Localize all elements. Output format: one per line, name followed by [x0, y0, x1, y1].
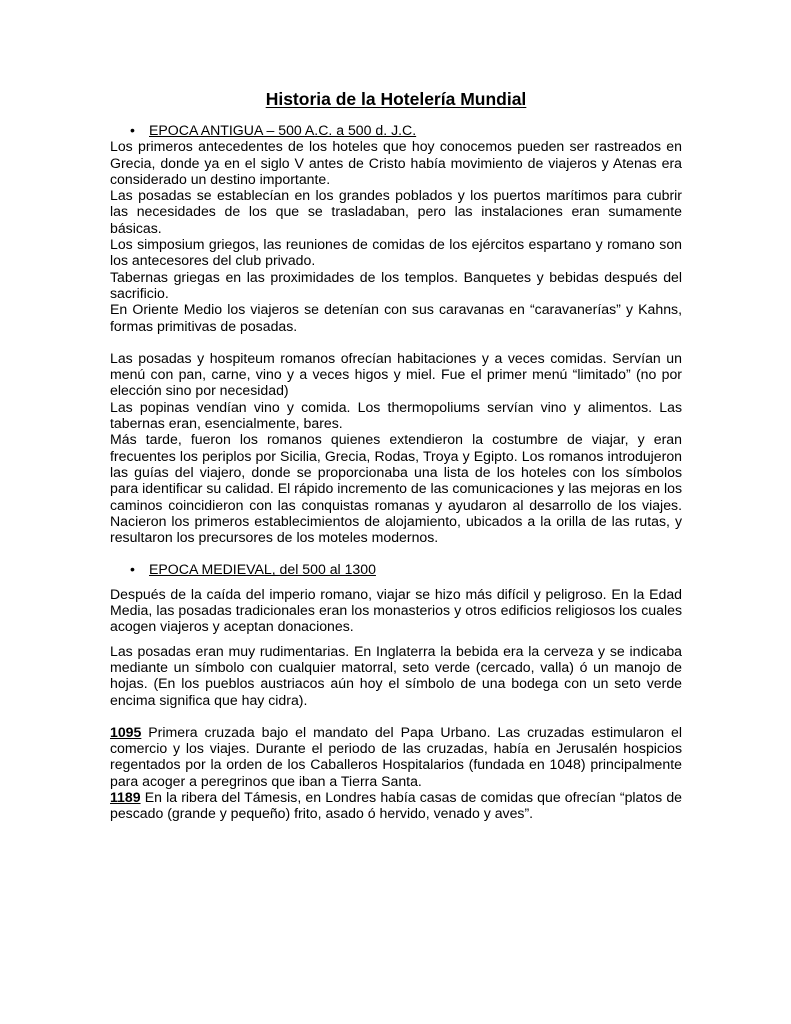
- paragraph: En Oriente Medio los viajeros se detenían con sus caravanas en “caravanerías” y Kahns, formas primitivas de posadas.: [110, 301, 682, 334]
- entry-year: 1095: [110, 723, 142, 740]
- entry-year: 1189: [110, 788, 141, 805]
- entry-text: En la ribera del Támesis, en Londres había casas de comidas que ofrecían “platos de pescado (grande y pequeño) frito, asado ó hervido, venado y aves”.: [110, 788, 682, 822]
- paragraph: Las posadas se establecían en los grandes poblados y los puertos marítimos para cubrir las necesidades de los que se trasladaban, pero las instalaciones eran sumamente básicas.: [110, 187, 682, 236]
- paragraph: Las posadas eran muy rudimentarias. En Inglaterra la bebida era la cerveza y se indicaba mediante un símbolo con cualquier matorral, seto verde (cercado, valla) ó un manojo de hojas. (En los pueblos austriacos aún hoy el símbolo de una bodega con un seto verde encima significa que hay cidra).: [110, 642, 682, 708]
- paragraph: Tabernas griegas en las proximidades de los templos. Banquetes y bebidas después del sacrificio.: [110, 268, 682, 301]
- paragraph: Los simposium griegos, las reuniones de comidas de los ejércitos espartano y romano son los antecesores del club privado.: [110, 236, 682, 269]
- dated-entry: [110, 789, 682, 822]
- paragraph: Más tarde, fueron los romanos quienes extendieron la costumbre de viajar, y eran frecuentes los periplos por Sicilia, Grecia, Rodas, Troya y Egipto. Los romanos introdujeron las guías del viajero, donde se proporcionaba una lista de los hoteles con los símbolos para identificar su calidad. El rápido incremento de las comunicaciones y las mejoras en los caminos coincidieron con las conquistas romanas y ayudaron al desarrollo de los viajes. Nacieron los primeros establecimientos de alojamiento, ubicados a la orilla de las rutas, y resultaron los precursores de los moteles modernos.: [110, 431, 682, 546]
- dated-entry: [110, 724, 682, 789]
- paragraph: Las posadas y hospiteum romanos ofrecían habitaciones y a veces comidas. Servían un menú con pan, carne, vino y a veces higos y miel. Fue el primer menú “limitado” (no por elección sino por necesidad): [110, 349, 682, 399]
- entry-text: Primera cruzada bajo el mandato del Papa Urbano. Las cruzadas estimularon el comercio y los viajes. Durante el periodo de las cruzadas, había en Jerusalén hospicios regentados por la orden de los Caballeros Hospitalarios (fundada en 1048) principalmente para acoger a peregrinos que iban a Tierra Santa.: [110, 723, 682, 789]
- section-heading-medieval: • EPOCA MEDIEVAL, del 500 al 1300: [130, 561, 376, 578]
- bullet-icon: •: [130, 561, 135, 578]
- paragraph: Los primeros antecedentes de los hoteles que hoy conocemos pueden ser rastreados en Grecia, donde ya en el siglo V antes de Cristo había movimiento de viajeros y Atenas era considerado un destino importante.: [110, 138, 682, 187]
- paragraph: Después de la caída del imperio romano, viajar se hizo más difícil y peligroso. En la Edad Media, las posadas tradicionales eran los monasterios y otros edificios religiosos los cuales acogen viajeros y aceptan donaciones.: [110, 585, 682, 635]
- page-title: Historia de la Hotelería Mundial: [265, 89, 527, 109]
- paragraph: Las popinas vendían vino y comida. Los thermopoliums servían vino y alimentos. Las tabernas eran, esencialmente, bares.: [110, 398, 682, 432]
- bullet-icon: •: [130, 122, 135, 138]
- section-heading-antigua: • EPOCA ANTIGUA – 500 A.C. a 500 d. J.C.: [130, 122, 417, 138]
- document-page: [110, 88, 682, 822]
